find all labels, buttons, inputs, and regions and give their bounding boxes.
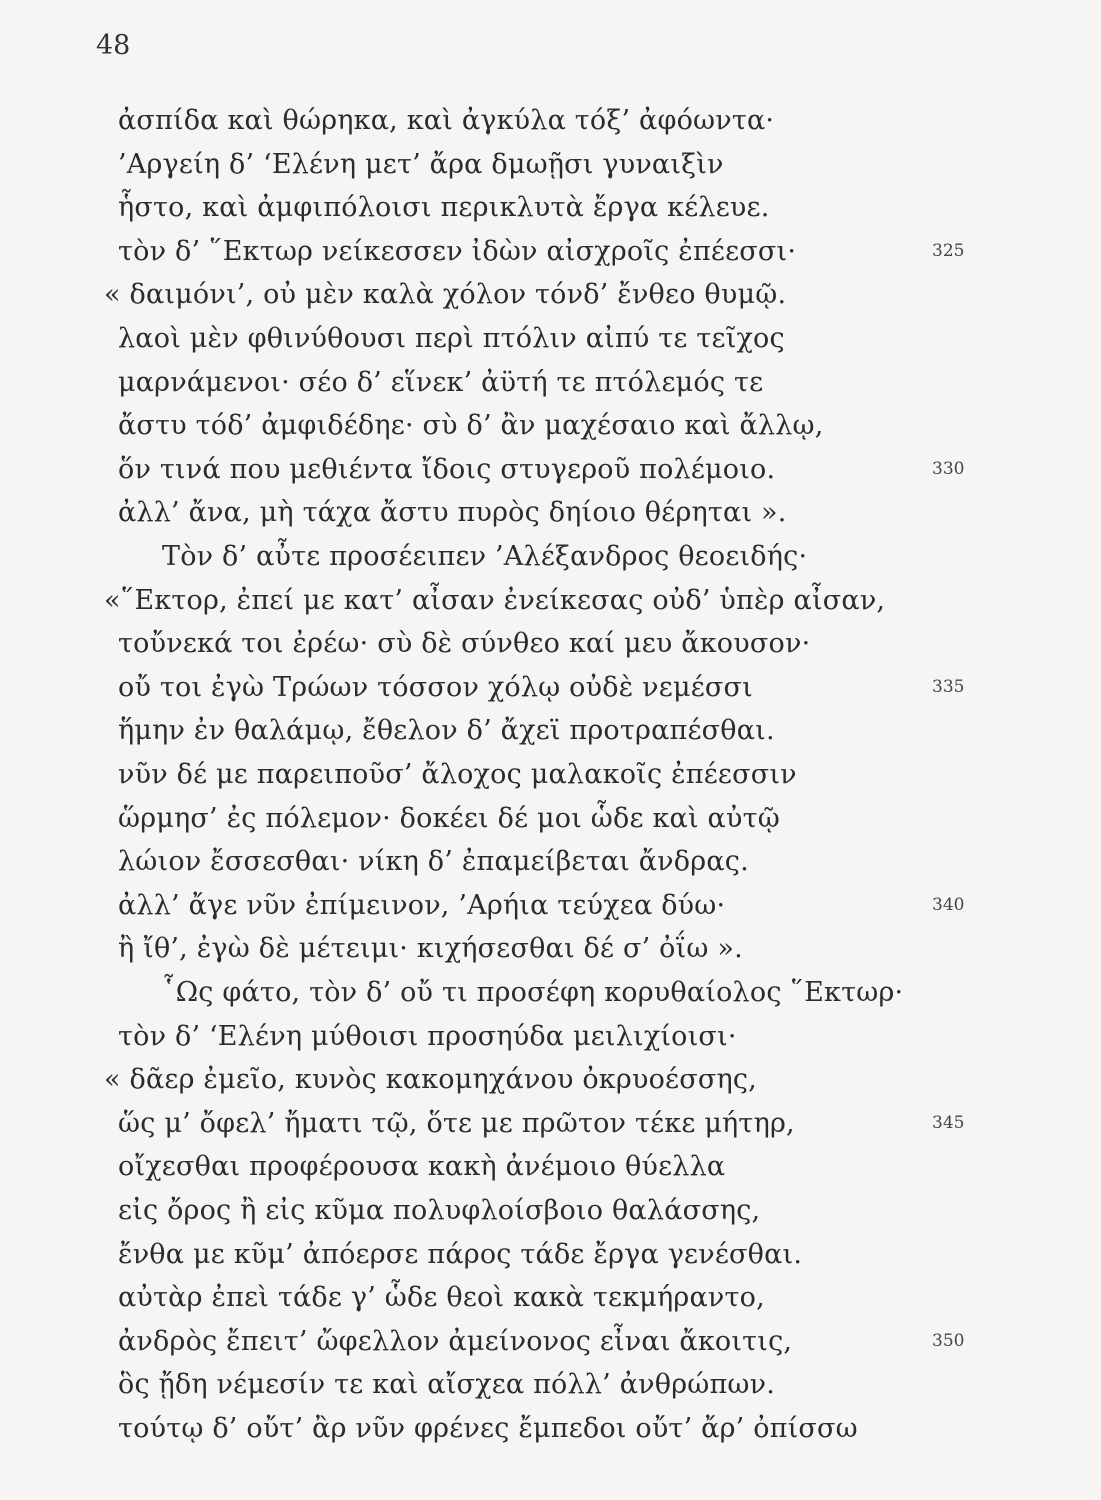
line-number: 350	[932, 1330, 965, 1351]
verse-text: ὃς ᾔδη νέμεσίν τε καὶ αἴσχεα πόλλ’ ἀνθρώπων.	[118, 1369, 776, 1401]
verse-line	[0, 148, 1101, 188]
verse-line	[0, 1194, 1101, 1234]
verse-text: « δαιμόνι’, οὐ μὲν καλὰ χόλον τόνδ’ ἔνθεο θυμῷ.	[104, 279, 787, 311]
verse-text: ῟Ως φάτο, τὸν δ’ οὔ τι προσέφη κορυθαίολος ῞Εκτωρ·	[162, 977, 904, 1008]
verse-text: τοὔνεκά τοι ἐρέω· σὺ δὲ σύνθεο καί μευ ἄκουσον·	[118, 628, 811, 660]
verse-line	[0, 1368, 1101, 1408]
verse-text: ὥρμησ’ ἐς πόλεμον· δοκέει δέ μοι ὧδε καὶ αὐτῷ	[118, 802, 780, 834]
verse-line	[0, 1412, 1101, 1452]
verse-line	[0, 1063, 1101, 1103]
verse-text: αὐτὰρ ἐπεὶ τάδε γ’ ὧδε θεοὶ κακὰ τεκμήραντο,	[118, 1282, 765, 1314]
verse-line	[0, 1325, 1101, 1365]
verse-line	[0, 366, 1101, 406]
verse-text: ἀλλ’ ἄγε νῦν ἐπίμεινον, ’Αρήια τεύχεα δύω·	[118, 889, 726, 921]
verse-line	[0, 453, 1101, 493]
verse-text: ὅν τινά που μεθιέντα ἴδοις στυγεροῦ πολέμοιο.	[118, 453, 776, 485]
verse-line	[0, 932, 1101, 972]
verse-text: ἢ ἴθ’, ἐγὼ δὲ μέτειμι· κιχήσεσθαι δέ σ’ ὀΐω ».	[118, 933, 743, 965]
verse-text: « δᾶερ ἐμεῖο, κυνὸς κακομηχάνου ὀκρυοέσσης,	[104, 1064, 757, 1096]
verse-text: ἔνθα με κῦμ’ ἀπόερσε πάρος τάδε ἔργα γενέσθαι.	[118, 1238, 803, 1270]
verse-text: Τὸν δ’ αὖτε προσέειπεν ’Αλέξανδρος θεοειδής·	[162, 541, 808, 572]
verse-line	[0, 235, 1101, 275]
verse-text: ἀλλ’ ἄνα, μὴ τάχα ἄστυ πυρὸς δηίοιο θέρηται ».	[118, 497, 787, 529]
verse-line	[0, 1020, 1101, 1060]
verse-line	[0, 496, 1101, 536]
verse-text: ὥς μ’ ὄφελ’ ἤματι τῷ, ὅτε με πρῶτον τέκε μήτηρ,	[118, 1107, 795, 1139]
verse-line	[0, 1281, 1101, 1321]
verse-line	[0, 889, 1101, 929]
verse-text: ἀσπίδα καὶ θώρηκα, καὶ ἀγκύλα τόξ’ ἀφόωντα·	[118, 105, 775, 136]
verse-text: «῞Εκτορ, ἐπεί με κατ’ αἶσαν ἐνείκεσας οὐδ’ ὑπὲρ αἶσαν,	[104, 584, 886, 616]
verse-line	[0, 278, 1101, 318]
verse-line	[0, 191, 1101, 231]
verse-text: οἴχεσθαι προφέρουσα κακὴ ἀνέμοιο θύελλα	[118, 1151, 726, 1183]
verse-line	[0, 584, 1101, 624]
verse-text: νῦν δέ με παρειποῦσ’ ἄλοχος μαλακοῖς ἐπέεσσιν	[118, 759, 797, 790]
verse-line	[0, 802, 1101, 842]
verse-text: ἀνδρὸς ἔπειτ’ ὤφελλον ἀμείνονος εἶναι ἄκοιτις,	[118, 1325, 793, 1357]
verse-line	[0, 540, 1101, 580]
line-number: 340	[932, 894, 965, 915]
verse-text: μαρνάμενοι· σέο δ’ εἵνεκ’ ἀϋτή τε πτόλεμός τε	[118, 366, 764, 398]
verse-text: τὸν δ’ ῞Εκτωρ νείκεσσεν ἰδὼν αἰσχροῖς ἐπέεσσι·	[118, 235, 797, 267]
verse-line	[0, 714, 1101, 754]
line-number: 325	[932, 240, 965, 261]
verse-text: ἄστυ τόδ’ ἀμφιδέδηε· σὺ δ’ ἂν μαχέσαιο καὶ ἄλλῳ,	[118, 410, 824, 442]
verse-line	[0, 104, 1101, 144]
verse-text: ’Αργείη δ’ ‘Ελένη μετ’ ἄρα δμωῇσι γυναιξὶν	[118, 148, 724, 180]
verse-text: τὸν δ’ ‘Ελένη μύθοισι προσηύδα μειλιχίοισι·	[118, 1020, 737, 1052]
verse-line	[0, 1150, 1101, 1190]
verse-line	[0, 671, 1101, 711]
verse-line	[0, 758, 1101, 798]
verse-line	[0, 627, 1101, 667]
verse-line	[0, 845, 1101, 885]
verse-text: εἰς ὄρος ἢ εἰς κῦμα πολυφλοίσβοιο θαλάσσης,	[118, 1195, 761, 1226]
line-number: 345	[932, 1112, 965, 1133]
verse-line	[0, 322, 1101, 362]
verse-line	[0, 976, 1101, 1016]
verse-text: ἧστο, καὶ ἀμφιπόλοισι περικλυτὰ ἔργα κέλευε.	[118, 192, 770, 224]
line-number: 335	[932, 676, 965, 697]
verse-line	[0, 409, 1101, 449]
verse-text: λώιον ἔσσεσθαι· νίκη δ’ ἐπαμείβεται ἄνδρας.	[118, 846, 749, 878]
verse-text: τούτῳ δ’ οὔτ’ ἂρ νῦν φρένες ἔμπεδοι οὔτ’ ἄρ’ ὀπίσσω	[118, 1413, 858, 1444]
verse-line	[0, 1238, 1101, 1278]
page-number: 48	[96, 30, 131, 61]
verse-text: λαοὶ μὲν φθινύθουσι περὶ πτόλιν αἰπύ τε τεῖχος	[118, 323, 785, 354]
verse-text: ἥμην ἐν θαλάμῳ, ἔθελον δ’ ἄχεϊ προτραπέσθαι.	[118, 715, 775, 747]
verse-text: οὔ τοι ἐγὼ Τρώων τόσσον χόλῳ οὐδὲ νεμέσσι	[118, 671, 753, 703]
verse-line	[0, 1107, 1101, 1147]
line-number: 330	[932, 458, 965, 479]
